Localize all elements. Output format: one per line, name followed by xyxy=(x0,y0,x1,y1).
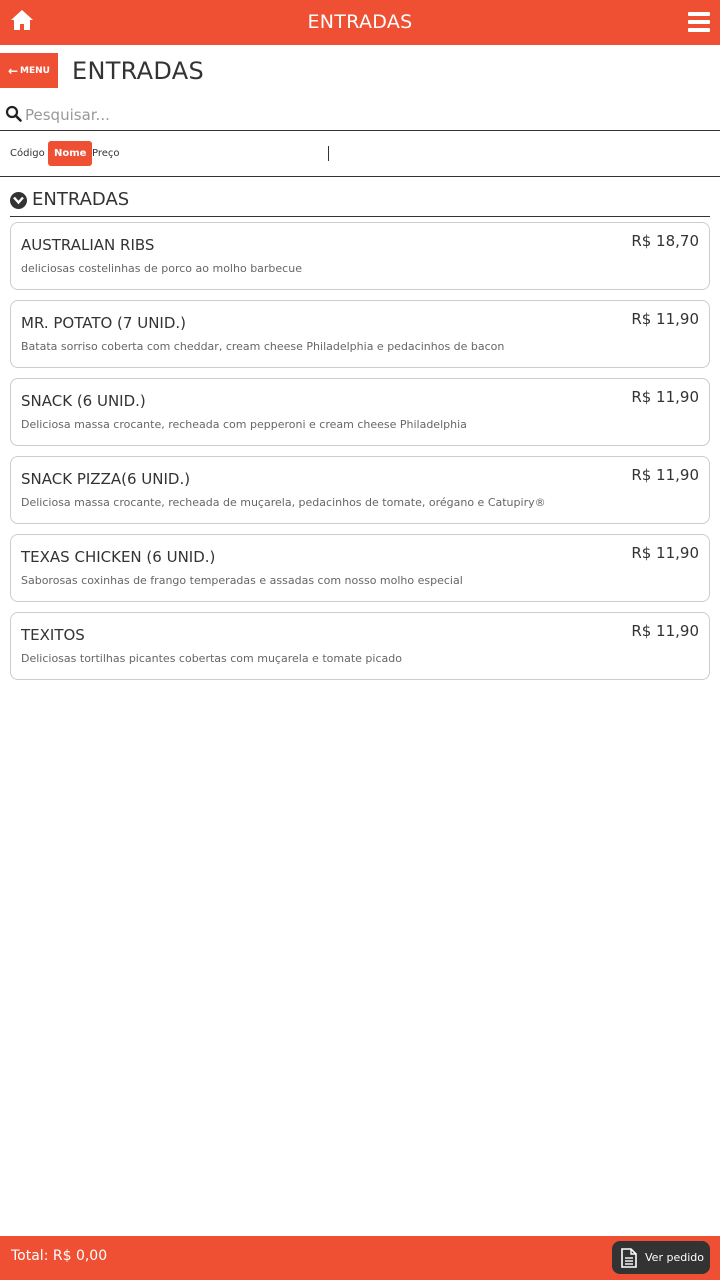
header-title: ENTRADAS xyxy=(307,11,413,33)
sort-codigo[interactable]: Código xyxy=(10,148,45,159)
item-price: R$ 11,90 xyxy=(631,544,699,562)
item-name: TEXAS CHICKEN (6 UNID.) xyxy=(21,548,216,566)
item-price: R$ 18,70 xyxy=(631,232,699,250)
item-description: Deliciosa massa crocante, recheada de muçarela, pedacinhos de tomate, orégano e Catupiry® xyxy=(21,496,546,509)
arrow-left-icon: ← xyxy=(7,63,19,78)
search-input[interactable] xyxy=(25,104,705,126)
page-title: ENTRADAS xyxy=(72,57,205,85)
item-name: TEXITOS xyxy=(21,626,85,644)
menu-item-card[interactable] xyxy=(10,534,710,602)
view-order-button[interactable] xyxy=(612,1241,710,1274)
item-price: R$ 11,90 xyxy=(631,388,699,406)
divider xyxy=(328,146,329,161)
menu-item-card[interactable] xyxy=(10,222,710,290)
menu-item-card[interactable] xyxy=(10,456,710,524)
item-name: MR. POTATO (7 UNID.) xyxy=(21,314,187,332)
back-button-label: MENU xyxy=(20,65,50,76)
section-header-entradas[interactable] xyxy=(10,187,710,217)
item-price: R$ 11,90 xyxy=(631,310,699,328)
item-description: deliciosas costelinhas de porco ao molho barbecue xyxy=(21,262,302,275)
item-description: Deliciosa massa crocante, recheada com pepperoni e cream cheese Philadelphia xyxy=(21,418,467,431)
document-icon xyxy=(621,1248,637,1268)
sort-options xyxy=(0,131,720,177)
section-label: ENTRADAS xyxy=(32,189,130,210)
search-bar xyxy=(0,100,720,131)
sort-nome[interactable]: Nome xyxy=(48,141,92,166)
item-price: R$ 11,90 xyxy=(631,622,699,640)
item-price: R$ 11,90 xyxy=(631,466,699,484)
item-name: SNACK (6 UNID.) xyxy=(21,392,146,410)
order-total: Total: R$ 0,00 xyxy=(11,1248,108,1264)
item-description: Deliciosas tortilhas picantes cobertas com muçarela e tomate picado xyxy=(21,652,402,665)
view-order-label: Ver pedido xyxy=(645,1251,704,1264)
item-name: AUSTRALIAN RIBS xyxy=(21,236,155,254)
item-description: Batata sorriso coberta com cheddar, cream cheese Philadelphia e pedacinhos de bacon xyxy=(21,340,505,353)
menu-item-card[interactable] xyxy=(10,300,710,368)
hamburger-menu-icon[interactable] xyxy=(688,12,710,32)
chevron-down-circle-icon xyxy=(10,192,27,209)
search-icon xyxy=(5,105,22,122)
menu-item-card[interactable] xyxy=(10,378,710,446)
bottom-bar xyxy=(0,1236,720,1280)
menu-item-card[interactable] xyxy=(10,612,710,680)
item-name: SNACK PIZZA(6 UNID.) xyxy=(21,470,191,488)
sort-preco[interactable]: Preço xyxy=(92,148,120,159)
top-bar xyxy=(0,0,720,45)
item-description: Saborosas coxinhas de frango temperadas e assadas com nosso molho especial xyxy=(21,574,463,587)
back-to-menu-button[interactable] xyxy=(0,53,58,88)
